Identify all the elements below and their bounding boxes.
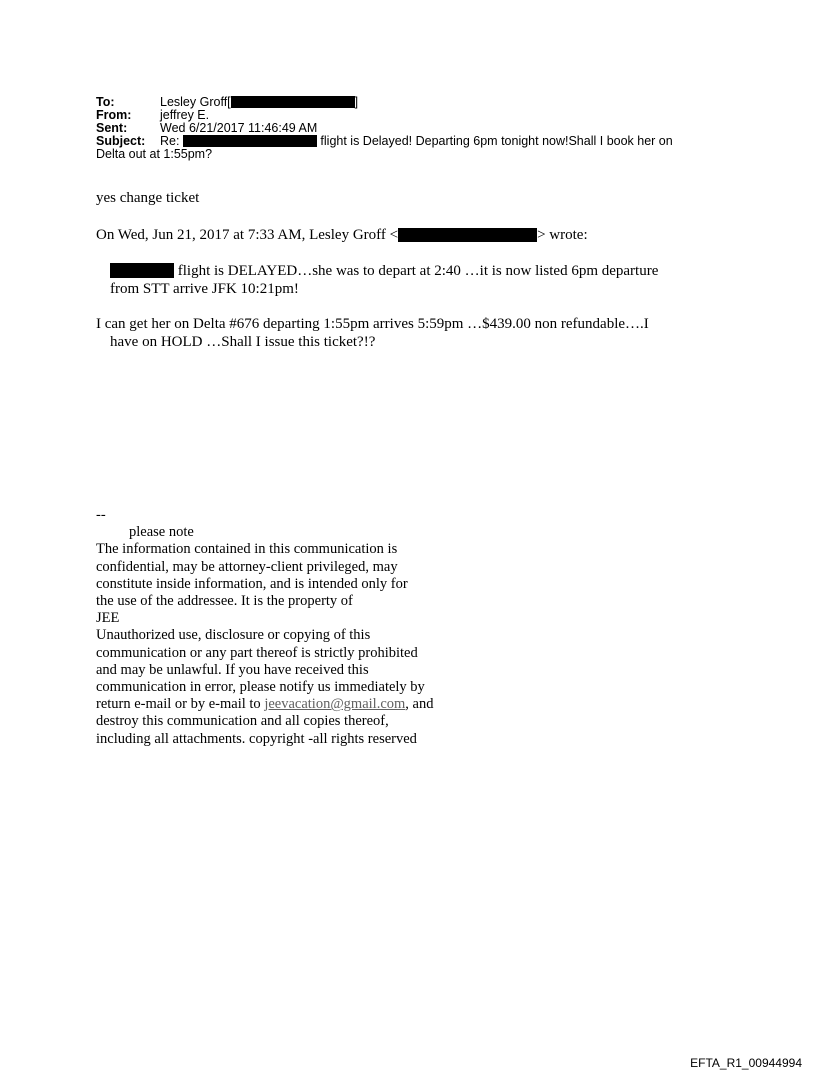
quote-intro xyxy=(96,227,588,244)
redaction-box xyxy=(231,96,355,108)
disclaimer-line: communication or any part thereof is strictly prohibited xyxy=(96,644,418,661)
disclaimer-line: communication in error, please notify us immediately by xyxy=(96,679,425,696)
quote-paragraph-2-line-1: I can get her on Delta #676 departing 1:55pm arrives 5:59pm …$439.00 non refundable….I xyxy=(96,316,649,332)
quote-paragraph-1-line-2: from STT arrive JFK 10:21pm! xyxy=(110,281,299,297)
disclaimer-line: confidential, may be attorney-client privileged, may xyxy=(96,558,398,575)
disclaimer-line: the use of the addressee. It is the property of xyxy=(96,593,353,610)
subject-continuation: Delta out at 1:55pm? xyxy=(96,147,213,161)
sent-value: Wed 6/21/2017 11:46:49 AM xyxy=(160,121,318,135)
document-id: EFTA_R1_00944994 xyxy=(690,1056,802,1070)
redaction-box xyxy=(110,263,174,278)
disclaimer-block xyxy=(96,507,476,748)
quote-intro-before: On Wed, Jun 21, 2017 at 7:33 AM, Lesley Groff < xyxy=(96,227,399,243)
to-bracket: ] xyxy=(354,95,359,109)
to-label: To: xyxy=(96,95,115,109)
disclaimer-line: JEE xyxy=(96,610,120,627)
sent-label: Sent: xyxy=(96,121,128,135)
disclaimer-line: Unauthorized use, disclosure or copying of this xyxy=(96,627,371,644)
quote-paragraph-1-line-1 xyxy=(110,263,658,280)
email-header xyxy=(96,95,736,161)
please-note: please note xyxy=(129,524,194,541)
return-before: return e-mail or by e-mail to xyxy=(96,696,265,713)
subject-label: Subject: xyxy=(96,134,146,148)
subject-prefix: Re: xyxy=(160,134,180,148)
to-name: Lesley Groff[ xyxy=(160,95,231,109)
quote-paragraph-2-line-2: have on HOLD …Shall I issue this ticket?!? xyxy=(110,334,376,350)
from-value: jeffrey E. xyxy=(160,108,210,122)
disclaimer-line: constitute inside information, and is intended only for xyxy=(96,575,408,592)
subject-value xyxy=(160,135,673,148)
subject-text: flight is Delayed! Departing 6pm tonight now!Shall I book her on xyxy=(320,134,673,148)
disclaimer-line: and may be unlawful. If you have received this xyxy=(96,661,369,678)
disclaimer-line-email xyxy=(96,696,476,713)
disclaimer-line: including all attachments. copyright -all rights reserved xyxy=(96,730,417,747)
from-label: From: xyxy=(96,108,132,122)
signature-dashes: -- xyxy=(96,507,106,523)
email-link[interactable]: jeevacation@gmail.com xyxy=(264,696,406,713)
reply-text: yes change ticket xyxy=(96,190,200,206)
disclaimer-line: destroy this communication and all copies thereof, xyxy=(96,713,389,730)
redaction-box xyxy=(183,135,317,147)
disclaimer-line: The information contained in this communication is xyxy=(96,541,398,558)
redaction-box xyxy=(398,228,537,242)
quote-intro-after: > wrote: xyxy=(537,227,588,243)
return-after: , and xyxy=(405,696,434,713)
quote-p1-l1: flight is DELAYED…she was to depart at 2:40 …it is now listed 6pm departure xyxy=(177,263,659,279)
